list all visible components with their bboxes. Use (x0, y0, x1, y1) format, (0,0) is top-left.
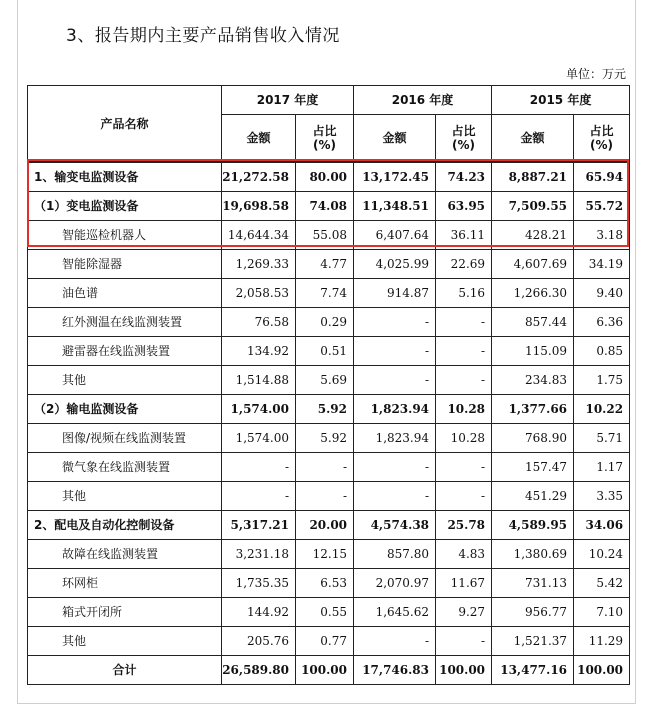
row-ratio: 10.22 (574, 395, 630, 424)
row-ratio: 0.77 (296, 627, 354, 656)
revenue-table (27, 85, 630, 685)
row-amount: 157.47 (492, 453, 574, 482)
row-ratio: 10.28 (436, 424, 492, 453)
header-amount: 金额 (354, 115, 436, 163)
row-amount: 914.87 (354, 279, 436, 308)
row-product-name: 其他 (28, 366, 222, 395)
row-ratio: 3.18 (574, 221, 630, 250)
row-amount: 2,070.97 (354, 569, 436, 598)
row-amount: 26,589.80 (222, 656, 296, 685)
row-amount: 956.77 (492, 598, 574, 627)
header-amount: 金额 (222, 115, 296, 163)
row-amount: 4,589.95 (492, 511, 574, 540)
row-ratio: 6.53 (296, 569, 354, 598)
table-row (28, 395, 630, 424)
row-amount: 1,521.37 (492, 627, 574, 656)
row-amount: 2,058.53 (222, 279, 296, 308)
row-amount: 115.09 (492, 337, 574, 366)
header-amount: 金额 (492, 115, 574, 163)
row-product-name: 1、输变电监测设备 (28, 162, 222, 192)
table-row (28, 308, 630, 337)
row-product-name: 红外测温在线监测装置 (28, 308, 222, 337)
row-ratio: 0.51 (296, 337, 354, 366)
row-ratio: 5.16 (436, 279, 492, 308)
row-amount: 13,477.16 (492, 656, 574, 685)
row-amount: 1,574.00 (222, 424, 296, 453)
row-ratio: 9.40 (574, 279, 630, 308)
table-row (28, 424, 630, 453)
table-row (28, 569, 630, 598)
header-year-2016: 2016 年度 (354, 86, 492, 115)
row-amount: 857.80 (354, 540, 436, 569)
header-ratio (574, 115, 630, 163)
row-ratio: 100.00 (296, 656, 354, 685)
table-row (28, 279, 630, 308)
row-amount: 731.13 (492, 569, 574, 598)
row-amount: 1,269.33 (222, 250, 296, 279)
table-row (28, 337, 630, 366)
row-product-name: 箱式开闭所 (28, 598, 222, 627)
row-ratio: 5.71 (574, 424, 630, 453)
row-amount: - (222, 453, 296, 482)
row-amount: 17,746.83 (354, 656, 436, 685)
row-amount: 428.21 (492, 221, 574, 250)
row-ratio: 74.23 (436, 162, 492, 192)
row-product-name: 智能巡检机器人 (28, 221, 222, 250)
row-ratio: 4.77 (296, 250, 354, 279)
row-ratio: 55.08 (296, 221, 354, 250)
row-amount: 451.29 (492, 482, 574, 511)
row-ratio: - (436, 308, 492, 337)
row-amount: 6,407.64 (354, 221, 436, 250)
row-ratio: - (436, 482, 492, 511)
row-product-name: 故障在线监测装置 (28, 540, 222, 569)
header-year-2015: 2015 年度 (492, 86, 630, 115)
row-amount: 11,348.51 (354, 192, 436, 221)
table-row (28, 540, 630, 569)
row-ratio: - (436, 366, 492, 395)
row-ratio: 5.92 (296, 395, 354, 424)
row-amount: - (222, 482, 296, 511)
row-ratio: 80.00 (296, 162, 354, 192)
header-ratio (296, 115, 354, 163)
row-product-name: 环网柜 (28, 569, 222, 598)
row-product-name: （2）输电监测设备 (28, 395, 222, 424)
table-row (28, 482, 630, 511)
row-amount: 1,574.00 (222, 395, 296, 424)
row-product-name: 其他 (28, 627, 222, 656)
row-amount: 1,823.94 (354, 395, 436, 424)
row-amount: 5,317.21 (222, 511, 296, 540)
row-ratio: 5.92 (296, 424, 354, 453)
row-product-name: （1）变电监测设备 (28, 192, 222, 221)
row-amount: - (354, 366, 436, 395)
row-ratio: 11.29 (574, 627, 630, 656)
row-ratio: 4.83 (436, 540, 492, 569)
row-amount: - (354, 482, 436, 511)
table-row (28, 192, 630, 221)
row-amount: 1,266.30 (492, 279, 574, 308)
header-year-2017: 2017 年度 (222, 86, 354, 115)
row-amount: 144.92 (222, 598, 296, 627)
row-ratio: 100.00 (436, 656, 492, 685)
row-amount: - (354, 627, 436, 656)
row-amount: 8,887.21 (492, 162, 574, 192)
row-amount: 1,823.94 (354, 424, 436, 453)
row-ratio: 34.19 (574, 250, 630, 279)
table-row (28, 598, 630, 627)
table-row (28, 221, 630, 250)
row-amount: 7,509.55 (492, 192, 574, 221)
row-product-name: 合计 (28, 656, 222, 685)
row-ratio: 10.28 (436, 395, 492, 424)
row-product-name: 避雷器在线监测装置 (28, 337, 222, 366)
row-ratio: - (296, 453, 354, 482)
header-ratio-label: 占比 (451, 124, 476, 138)
row-amount: - (354, 453, 436, 482)
row-ratio: 0.29 (296, 308, 354, 337)
table-row (28, 366, 630, 395)
header-ratio-unit: (%) (452, 138, 476, 152)
row-amount: 13,172.45 (354, 162, 436, 192)
row-product-name: 图像/视频在线监测装置 (28, 424, 222, 453)
table-row (28, 511, 630, 540)
table-row (28, 162, 630, 192)
row-ratio: 5.42 (574, 569, 630, 598)
row-amount: 19,698.58 (222, 192, 296, 221)
row-amount: 4,607.69 (492, 250, 574, 279)
row-amount: 1,514.88 (222, 366, 296, 395)
row-ratio: 10.24 (574, 540, 630, 569)
row-ratio: 65.94 (574, 162, 630, 192)
row-ratio: 7.74 (296, 279, 354, 308)
row-ratio: 6.36 (574, 308, 630, 337)
row-ratio: 5.69 (296, 366, 354, 395)
header-product-name: 产品名称 (28, 86, 222, 163)
row-amount: 21,272.58 (222, 162, 296, 192)
row-ratio: 0.85 (574, 337, 630, 366)
row-ratio: 11.67 (436, 569, 492, 598)
row-amount: - (354, 337, 436, 366)
row-amount: 1,377.66 (492, 395, 574, 424)
row-product-name: 其他 (28, 482, 222, 511)
row-product-name: 油色谱 (28, 279, 222, 308)
row-ratio: 100.00 (574, 656, 630, 685)
table-row (28, 250, 630, 279)
row-amount: 4,025.99 (354, 250, 436, 279)
row-amount: 3,231.18 (222, 540, 296, 569)
row-ratio: 1.75 (574, 366, 630, 395)
row-ratio: 55.72 (574, 192, 630, 221)
header-ratio-label: 占比 (589, 124, 614, 138)
row-amount: 234.83 (492, 366, 574, 395)
row-ratio: 22.69 (436, 250, 492, 279)
header-ratio-unit: (%) (590, 138, 614, 152)
row-ratio: 3.35 (574, 482, 630, 511)
row-ratio: 25.78 (436, 511, 492, 540)
row-amount: 857.44 (492, 308, 574, 337)
row-amount: 768.90 (492, 424, 574, 453)
table-row (28, 627, 630, 656)
row-amount: - (354, 308, 436, 337)
row-ratio: 9.27 (436, 598, 492, 627)
row-amount: 76.58 (222, 308, 296, 337)
header-ratio-unit: (%) (313, 138, 336, 152)
table-row (28, 453, 630, 482)
row-amount: 4,574.38 (354, 511, 436, 540)
row-ratio: 0.55 (296, 598, 354, 627)
row-ratio: 20.00 (296, 511, 354, 540)
row-amount: 1,645.62 (354, 598, 436, 627)
header-ratio (436, 115, 492, 163)
section-title: 3、报告期内主要产品销售收入情况 (66, 26, 340, 46)
row-product-name: 微气象在线监测装置 (28, 453, 222, 482)
row-amount: 134.92 (222, 337, 296, 366)
row-ratio: - (436, 337, 492, 366)
row-product-name: 2、配电及自动化控制设备 (28, 511, 222, 540)
row-ratio: 63.95 (436, 192, 492, 221)
row-ratio: 74.08 (296, 192, 354, 221)
unit-label: 单位：万元 (565, 67, 626, 81)
header-ratio-label: 占比 (312, 124, 337, 138)
row-ratio: - (436, 627, 492, 656)
row-ratio: 1.17 (574, 453, 630, 482)
row-ratio: 36.11 (436, 221, 492, 250)
row-product-name: 智能除湿器 (28, 250, 222, 279)
row-amount: 205.76 (222, 627, 296, 656)
row-ratio: 12.15 (296, 540, 354, 569)
row-amount: 14,644.34 (222, 221, 296, 250)
row-ratio: - (296, 482, 354, 511)
row-ratio: 7.10 (574, 598, 630, 627)
table-row (28, 656, 630, 685)
row-amount: 1,735.35 (222, 569, 296, 598)
row-ratio: - (436, 453, 492, 482)
row-ratio: 34.06 (574, 511, 630, 540)
row-amount: 1,380.69 (492, 540, 574, 569)
